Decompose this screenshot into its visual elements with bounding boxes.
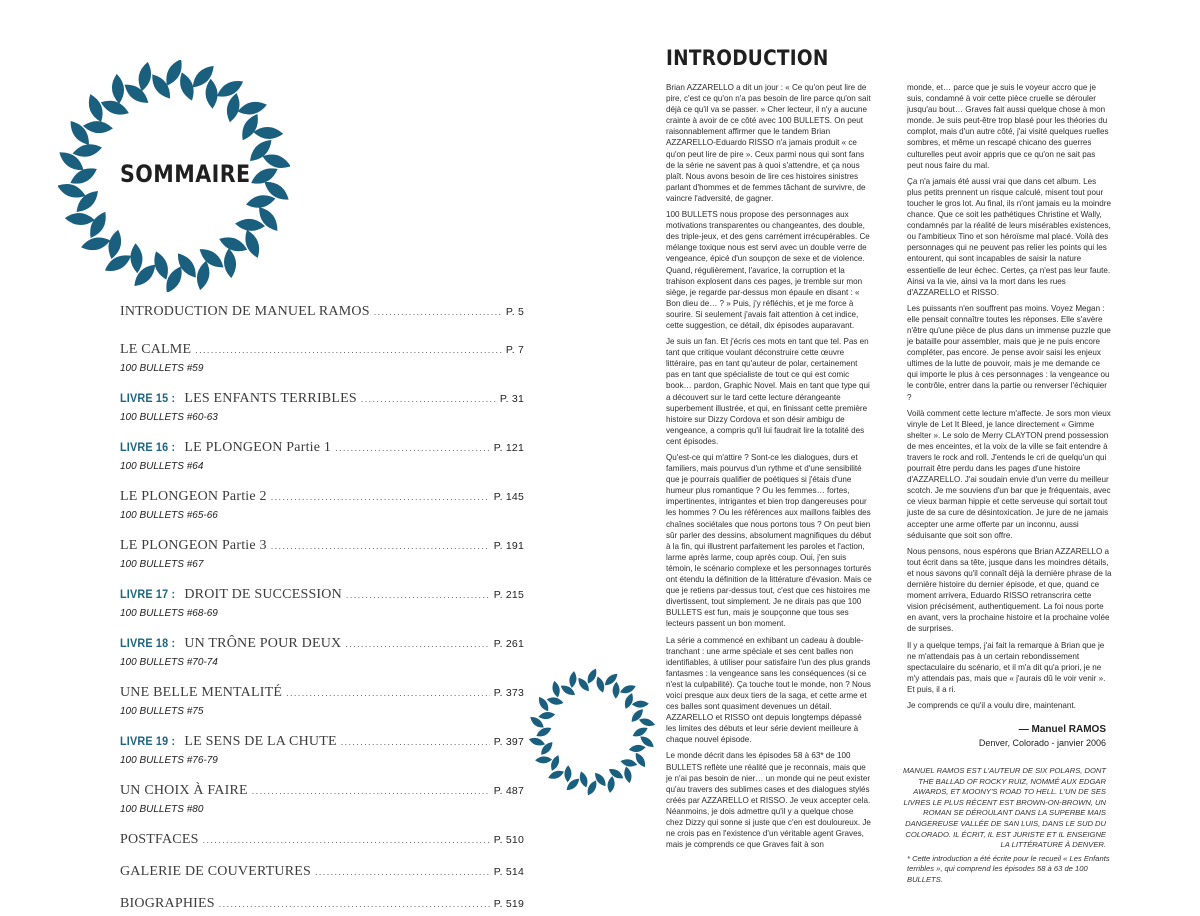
toc-leader-dots [219, 899, 490, 909]
toc-issues: 100 BULLETS #68-69 [120, 608, 218, 619]
wreath-leaf [80, 235, 112, 253]
toc-title: INTRODUCTION DE MANUEL RAMOS [120, 304, 370, 319]
wreath-leaf [628, 744, 646, 753]
wreath-leaf [633, 751, 648, 769]
wreath-leaf [214, 76, 246, 101]
wreath-leaf [612, 682, 620, 699]
wreath-leaf [217, 233, 249, 255]
wreath-leaf [236, 99, 268, 117]
wreath-leaf [638, 716, 656, 728]
toc-issues: 100 BULLETS #75 [120, 706, 204, 717]
toc-leader-dots [315, 867, 490, 877]
toc-title: UN TRÔNE POUR DEUX [184, 636, 342, 651]
wreath-leaf [549, 754, 562, 772]
wreath-leaf [83, 120, 114, 134]
wreath-leaf [622, 692, 635, 710]
paragraph: Je suis un fan. Et j'écris ces mots en tant que tel. Pas en tant que critique voulant déconstruire cette œuvre littéraire, pas en tant qu'auteur de polar, certainement pas en tant que spécialiste de tout ce qui est comic book… pardon, Graphic Novel. Mais en tant que type qui a découvert sur le tard cette lecture dérangeante superbement illustrée, et qui, en finissant cette première histoire sur Dizzy Cordova et son désir ambigu de vengeance, a compris qu'il lui faudrait lire la totalité des cent épisodes. [666, 337, 870, 446]
wreath-leaf [102, 251, 134, 276]
toc-issues: 100 BULLETS #67 [120, 559, 204, 570]
toc-livre-label: LIVRE 17 : [120, 587, 176, 601]
toc-leader-dots [252, 786, 490, 796]
toc-entry[interactable] [120, 440, 524, 472]
wreath-leaf [224, 92, 242, 124]
wreath-leaf [130, 243, 144, 274]
toc-title: LE SENS DE LA CHUTE [184, 734, 337, 749]
author-place-date: Denver, Colorado - janvier 2006 [978, 738, 1106, 748]
toc-leader-dots [335, 443, 490, 453]
toc-title: BIOGRAPHIES [120, 896, 215, 911]
toc-title: GALERIE DE COUVERTURES [120, 864, 311, 879]
wreath-leaf [564, 765, 572, 782]
toc-leader-dots [203, 835, 490, 845]
toc-entry[interactable] [120, 342, 524, 374]
toc-title: UN CHOIX À FAIRE [120, 783, 248, 798]
toc-entry[interactable] [120, 783, 524, 815]
toc-entry[interactable] [120, 734, 524, 766]
toc-issues: 100 BULLETS #65-66 [120, 510, 218, 521]
wreath-leaf [606, 776, 615, 794]
toc-livre-label: LIVRE 16 : [120, 440, 176, 454]
paragraph: Qu'est-ce qui m'attire ? Sont-ce les dialogues, durs et familiers, mais pourvus d'un rythme et d'une sensibilité que je pourrais qualifier de poétiques si j'étais d'une humeur plus romantique ? Ou les femmes… fortes, impertinentes, intrigantes et bien trop dangereuses pour les hommes ? Ou les références aux maillons faibles des chaînes sociétales que nous portons tous ? On peut bien sûr parler des dessins, absolument magnifiques du début à la fin, qui illustrent parfaitement les paroles et l'action, larme après larme, coup après coup. Oui, j'en suis témoin, le scénario complexe et les personnages torturés ont étendu la définition de la littérature d'évasion. Mais ce que je retiens par-dessus tout, c'est que ces histoires me divertissent, tout simplement. Je ne dirais pas que 100 BULLETS est fun, mais je soupçonne que tous ses lecteurs passent un bon moment. [666, 453, 872, 629]
toc-title: LE CALME [120, 342, 192, 357]
wreath-leaf [241, 228, 263, 260]
toc-issues: 100 BULLETS #70-74 [120, 657, 218, 668]
toc-leader-dots [361, 394, 496, 404]
toc-entry[interactable] [120, 304, 524, 320]
wreath-leaf [85, 92, 107, 124]
paragraph: Brian AZZARELLO a dit un jour : « Ce qu'on peut lire de pire, c'est ce qu'on n'a pas besoin de lire parce qu'on sait déjà ce qu'il va se passer. » Cher lecteur, il n'y a aucune crainte à avoir de ce côté avec 100 BULLETS. On peut raisonnablement affirmer que le tandem Brian AZZARELLO-Eduardo RISSO n'a jamais produit « ce qu'on peut lire de pire ». Ceux parmi nous qui sont fans de la série ne savent pas à quoi s'attendre, et ça nous plaît. Nous avons besoin de lire ces histoires sinistres parlant d'hommes et de femmes tâchant de survivre, de vaincre l'adversité, de gagner. [666, 83, 871, 203]
wreath-leaf [205, 78, 219, 109]
toc-title: POSTFACES [120, 832, 199, 847]
wreath-leaf [568, 671, 577, 689]
toc-leader-dots [346, 590, 490, 600]
sommaire-heading: SOMMAIRE [120, 160, 251, 188]
toc-entry[interactable] [120, 636, 524, 668]
laurel-wreath-icon [528, 668, 656, 796]
toc-leader-dots [271, 492, 490, 502]
wreath-leaf [536, 695, 551, 713]
toc-page-number: P. 7 [505, 344, 524, 356]
toc-page-number: P. 487 [493, 785, 524, 797]
toc-entry[interactable] [120, 391, 524, 423]
introduction-page [600, 0, 1200, 916]
paragraph: monde, et… parce que je suis le voyeur accro que je suis, condamné à voir cette pièce cruelle se dérouler jusqu'au bout… Graves fait aussi quelque chose à mon monde. Je suis peut-être trop blasé pour les théories du complot, mais d'un autre côté, j'ai visité quelques ruelles sombres, et même un rescapé chicano des guerres culturelles peut avoir appris que ce qu'on ne sait pas peut nous faire du mal. [907, 83, 1109, 170]
text-column-right [907, 82, 1112, 716]
wreath-leaf [547, 768, 565, 781]
toc-leader-dots [195, 345, 502, 355]
wreath-leaf [632, 700, 649, 708]
paragraph: La série a commencé en exhibant un cadeau à double-tranchant : une arme spéciale et ses cent balles non identifiables, à utiliser pour satisfaire l'un des plus grands fantasmes : la vengeance sans les conséquences (si ce n'est la culpabilité). Ça touche tout le monde, non ? Nous voici presque aux deux tiers de la saga, et cette arme et ces balles sont quasiment devenues un détail. AZZARELLO et RISSO ont depuis longtemps dépassé les limites des débuts et leur série devient meilleure à chaque nouvel épisode. [666, 635, 871, 745]
toc-title: LE PLONGEON Partie 3 [120, 538, 267, 553]
wreath-leaf [194, 260, 212, 292]
toc-leader-dots [271, 541, 490, 551]
toc-page-number: P. 373 [493, 687, 524, 699]
toc-entry[interactable] [120, 685, 524, 717]
toc-issues: 100 BULLETS #80 [120, 804, 204, 815]
toc-livre-label: LIVRE 19 : [120, 734, 176, 748]
wreath-leaf [535, 725, 553, 739]
author-bio: MANUEL RAMOS EST L'AUTEUR DE SIX POLARS, DONT THE BALLAD OF ROCKY RUIZ, NOMMÉ AUX EDGAR AWARDS, ET MOONY'S ROAD TO HELL. L'UN DE SES LIVRES LE PLUS RÉCENT EST BROWN-ON-BROWN, UN ROMAN SE DÉROULANT DANS LA SUPERBE MAIS DANGEREUSE VALLÉE DE SAN LUIS, DANS LE SUD DU COLORADO. IL ÉCRIT, IL EST JURISTE ET IL ENSEIGNE LA LITTÉRATURE À DENVER. [902, 766, 1106, 850]
toc-entry[interactable] [120, 896, 524, 912]
paragraph: 100 BULLETS nous propose des personnages aux motivations transparentes ou changeantes, des double, des triple-jeux, et des gens carrément irrécupérables. Ce mélange toxique nous est servi avec un double verre de vengeance, épicé d'un soupçon de sexe et de violence. Quand, régulièrement, l'avarice, la corruption et la trahison explosent dans ces pages, je tremble sur mon siège, je regarde par-dessus mon épaule en disant : « Bon dieu de… ? » Puis, j'y réfléchis, et je me force à sourire. Si seulement j'avais fait attention à cet indice, cette suggestion, ce détail, dix épisodes auparavant. [666, 210, 870, 330]
text-column-left [666, 82, 872, 855]
wreath-leaf [623, 766, 633, 784]
footnote: * Cette introduction a été écrite pour le recueil « Les Enfants terribles », qui comprend les épisodes 58 à 63 de 100 BULLETS. [907, 854, 1110, 884]
wreath-leaf [223, 248, 237, 279]
wreath-leaf [99, 97, 131, 119]
toc-entry[interactable] [120, 587, 524, 619]
toc-page-number: P. 510 [493, 834, 524, 846]
toc-leader-dots [374, 307, 502, 317]
toc-entry[interactable] [120, 864, 524, 880]
toc-page-number: P. 31 [499, 393, 524, 405]
toc-title: LE PLONGEON Partie 1 [184, 440, 332, 455]
toc-leader-dots [345, 639, 489, 649]
paragraph: Il y a quelque temps, j'ai fait la remarque à Brian que je ne m'attendais pas à un certain rebondissement spectaculaire du scénario, et il m'a dit qu'a priori, je ne m'y attendais pas, mais que « j'aurais dû le voir venir ». Et puis, il a ri. [907, 640, 1106, 694]
toc-page-number: P. 261 [493, 638, 524, 650]
wreath-leaf [620, 758, 638, 768]
paragraph: Le monde décrit dans les épisodes 58 à 63* de 100 BULLETS reflète une réalité que je reconnais, mais que je n'ai pas besoin de nier… un monde qui ne peut exister qu'au travers des sublimes cases et des dialogues stylés créés par AZZARELLO et RISSO. Je veux accepter cela. Néanmoins, je dois admettre qu'il y a quelque chose chez Dizzy qui sonne si juste que c'en est douloureux. Je ne crois pas en l'existence d'un véritable agent Graves, mais je comprends ce que Graves fait à son [666, 751, 871, 850]
wreath-leaf [538, 711, 556, 720]
wreath-leaf [66, 117, 94, 148]
toc-leader-dots [286, 688, 490, 698]
wreath-leaf [578, 770, 590, 788]
wreath-leaf [594, 675, 606, 693]
wreath-leaf [546, 696, 564, 706]
toc-title: UNE BELLE MENTALITÉ [120, 685, 283, 700]
toc-title: DROIT DE SUCCESSION [184, 587, 342, 602]
toc-page-number: P. 397 [493, 736, 524, 748]
author-name: — Manuel RAMOS [1018, 724, 1106, 735]
toc-page-number: P. 519 [493, 898, 524, 910]
toc-issues: 100 BULLETS #60-63 [120, 412, 218, 423]
wreath-leaf [136, 61, 154, 93]
toc-livre-label: LIVRE 15 : [120, 391, 176, 405]
signature [907, 724, 1106, 748]
toc-page-number: P. 215 [493, 589, 524, 601]
toc-title: LE PLONGEON Partie 2 [120, 489, 267, 504]
toc-page-number: P. 145 [493, 491, 524, 503]
wreath-leaf [528, 736, 546, 748]
wreath-leaf [253, 126, 284, 140]
toc-entry[interactable] [120, 832, 524, 848]
wreath-leaf [551, 680, 561, 698]
wreath-leaf [111, 73, 125, 104]
paragraph: Les puissants n'en souffrent pas moins. Voyez Megan : elle pensait connaître toutes les réponses. Elle s'avère n'être qu'une pièce de plus dans un immense puzzle que je bataille pour assembler, mais que je ne puis encore compléter, pas encore. Je pense avoir saisi les enjeux ultimes de la lutte de pouvoir, mais je me demande ce qui importe le plus à ces personnages : la vengeance ou le contrôle, entrer dans la partie ou renverser l'échiquier ? [907, 303, 1111, 402]
toc-page-number: P. 514 [493, 866, 524, 878]
wreath-leaf [64, 212, 95, 226]
wreath-leaf [535, 756, 552, 764]
toc-issues: 100 BULLETS #64 [120, 461, 204, 472]
wreath-leaf [235, 218, 266, 232]
paragraph: Voilà comment cette lecture m'affecte. Je sors mon vieux vinyle de Let It Bleed, je lance directement « Gimme shelter ». Le solo de Merry CLAYTON prend possession de mes enceintes, et la voix de la ville se fait entendre à travers le rock and roll. J'entends le cri de quelqu'un qui pourrait être perdu dans les pages d'une histoire d'AZZARELLO. J'ai soudain envie d'un verre du meilleur scotch. Je me souviens d'un bar que je fréquentais, avec ce vieux barman hippie et cette serveuse qui sortait tout juste de sa cure de désintoxication. Je jure de ne jamais accepter une arme offerte par un inconnu, aussi séduisante que soit son offre. [907, 408, 1111, 540]
introduction-heading: INTRODUCTION [666, 46, 829, 70]
wreath-leaf [106, 228, 124, 260]
toc-entry[interactable] [120, 538, 524, 570]
toc-livre-label: LIVRE 18 : [120, 636, 176, 650]
wreath-leaf [631, 725, 649, 739]
wreath-leaf [85, 209, 110, 241]
toc-issues: 100 BULLETS #76-79 [120, 755, 218, 766]
toc-page-number: P. 121 [493, 442, 524, 454]
toc-page-number: P. 191 [493, 540, 524, 552]
toc-entry[interactable] [120, 489, 524, 521]
toc-title: LES ENFANTS TERRIBLES [184, 391, 357, 406]
toc-issues: 100 BULLETS #59 [120, 363, 204, 374]
wreath-leaf [237, 111, 262, 143]
paragraph: Nous pensons, nous espérons que Brian AZZARELLO a tout écrit dans sa tête, jusque dans les moindres détails, et nous savons qu'il connaît déjà la dernière phrase de la dernière histoire du dernier épisode, et que, quand ce moment arrivera, Eduardo RISSO retranscrira cette vision précisément, authentiquement. La foi nous porte en avant, vers la prochaine histoire et la prochaine volée de surprises. [907, 546, 1112, 634]
table-of-contents [120, 304, 524, 912]
toc-leader-dots [341, 737, 490, 747]
paragraph: Ça n'a jamais été aussi vrai que dans cet album. Les plus petits prennent un risque calculé, misent tout pour toucher le gros lot. Au final, ils n'ont jamais eu la moindre chance. Que ce soit les pathétiques Christine et Wally, condamnés par la réalité de leurs misérables existences, ou l'ambitieux Tino et son héroïsme mal placé. Voilà des personnages qui ne peuvent pas relier les points qui les entourent, qui sont incapables de saisir la nature essentielle de leur échec. Certes, ça n'est pas leur faute. Ainsi va la vie, ainsi va la mort dans les rues d'AZZARELLO et RISSO. [907, 176, 1111, 297]
wreath-leaf [619, 683, 637, 696]
toc-page-number: P. 5 [505, 306, 524, 318]
paragraph: Je comprends ce qu'il a voulu dire, maintenant. [907, 700, 1076, 710]
wreath-leaf [254, 203, 282, 234]
